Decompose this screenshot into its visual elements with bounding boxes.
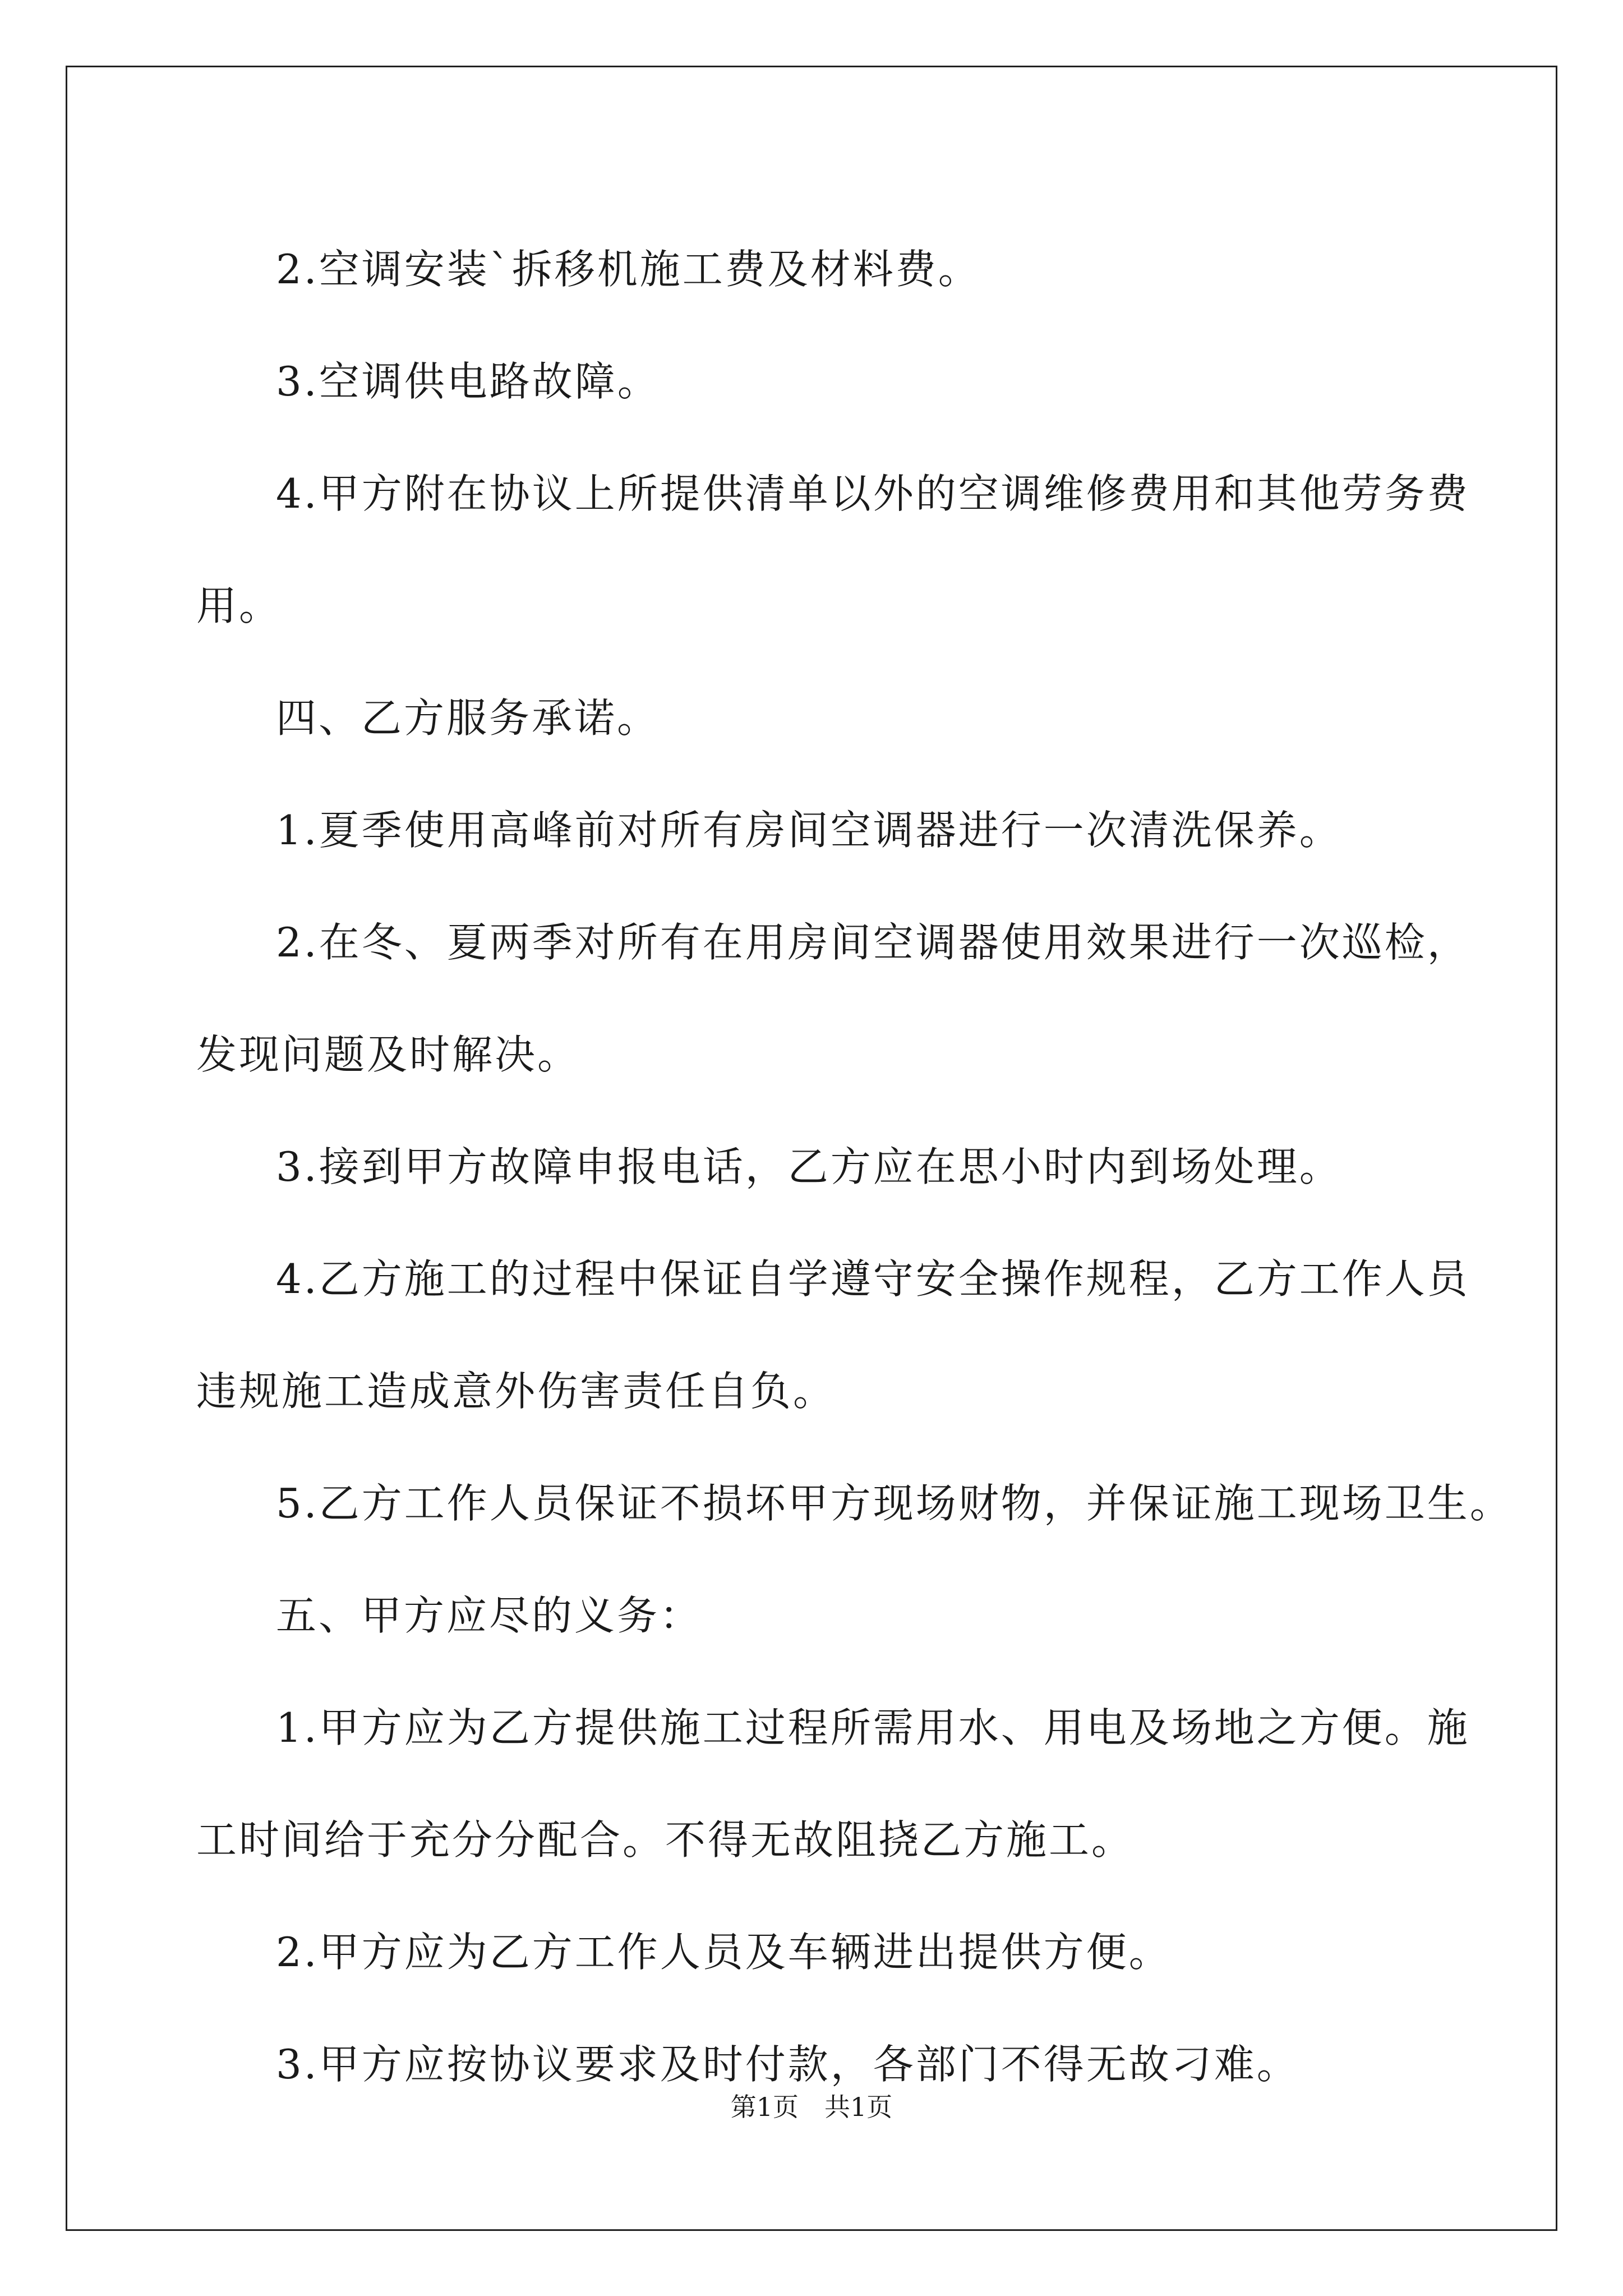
page-footer: 第1页 共1页 xyxy=(730,2092,893,2122)
paragraph: 1.甲方应为乙方提供施工过程所需用水、用电及场地之方便。施 xyxy=(276,1704,1470,1751)
paragraph: 2.甲方应为乙方工作人员及车辆进出提供方便。 xyxy=(276,1929,1172,1976)
section-heading: 四、乙方服务承诺。 xyxy=(276,694,660,742)
section-heading: 五、甲方应尽的义务： xyxy=(276,1592,703,1639)
paragraph-continuation: 违规施工造成意外伤害责任自负。 xyxy=(196,1368,836,1415)
paragraph-continuation: 发现问题及时解决。 xyxy=(196,1031,580,1078)
paragraph: 2.在冬、夏两季对所有在用房间空调器使用效果进行一次巡检， xyxy=(276,919,1470,966)
paragraph-continuation: 工时间给于充分分配合。不得无故阻挠乙方施工。 xyxy=(196,1816,1135,1864)
paragraph: 3.甲方应按协议要求及时付款，各部门不得无故刁难。 xyxy=(276,2041,1299,2088)
paragraph: 4.甲方附在协议上所提供清单以外的空调维修费用和其他劳务费 xyxy=(276,470,1470,517)
paragraph: 3.空调供电路故障。 xyxy=(276,358,660,405)
paragraph: 5.乙方工作人员保证不损坏甲方现场财物，并保证施工现场卫生。 xyxy=(276,1480,1513,1527)
document-body xyxy=(196,213,1513,2120)
paragraph-continuation: 用。 xyxy=(196,582,282,629)
paragraph: 3.接到甲方故障申报电话，乙方应在思小时内到场处理。 xyxy=(276,1143,1342,1190)
paragraph: 4.乙方施工的过程中保证自学遵守安全操作规程，乙方工作人员 xyxy=(276,1255,1470,1303)
paragraph: 2.空调安装`拆移机施工费及材料费。 xyxy=(276,246,981,293)
paragraph: 1.夏季使用高峰前对所有房间空调器进行一次清洗保养。 xyxy=(276,807,1342,854)
